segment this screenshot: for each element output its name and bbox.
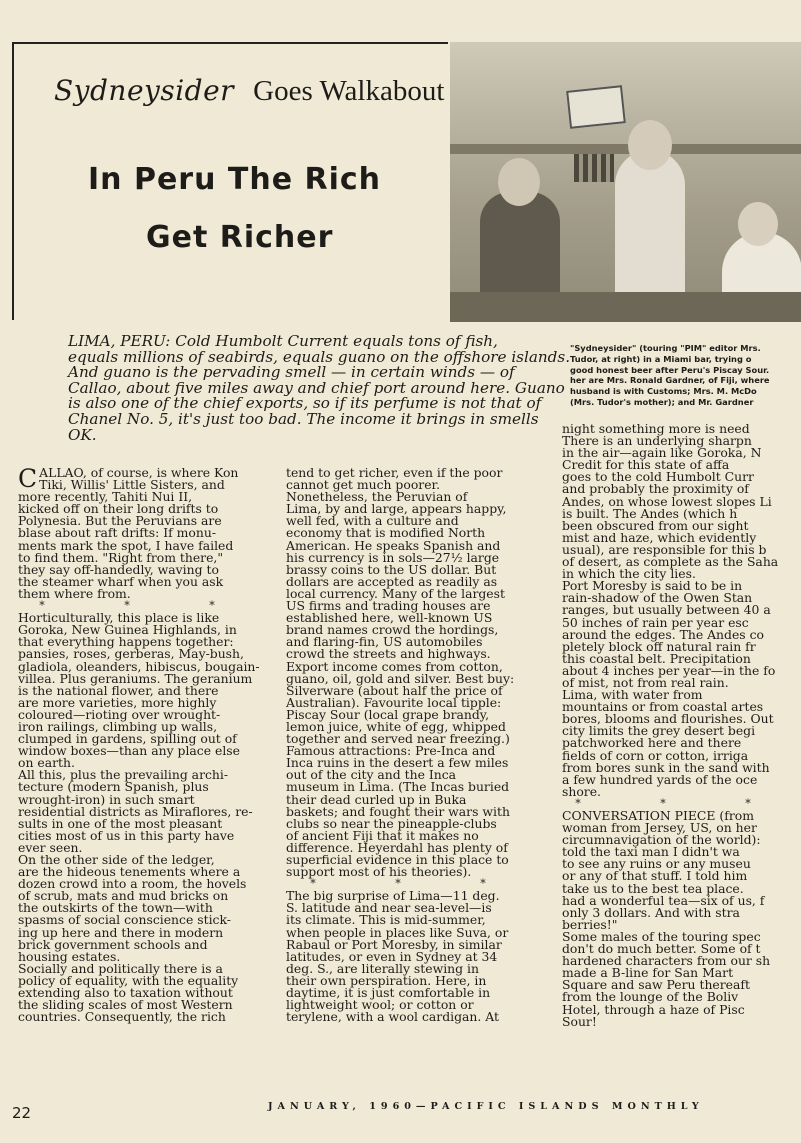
text-line: museum in Lima. (The Incas buried [286, 779, 510, 795]
text-line: ranges, but usually between 40 a [562, 602, 771, 618]
text-line: 50 inches of rain per year esc [562, 614, 749, 630]
text-line: Horticulturally, this place is like [18, 610, 220, 626]
text-line: blase about raft drifts: If monu- [18, 525, 217, 541]
text-line: cities most of us in this party have [18, 827, 235, 843]
text-line: * * * [310, 877, 524, 891]
text-line: deg. S., are literally stewing in [286, 960, 479, 976]
text-line: cannot get much poorer. [286, 477, 441, 493]
text-line: Some males of the touring spec [562, 928, 761, 944]
text-line: wrought-iron) in such smart [18, 791, 195, 807]
text-line: ing up here and there in modern [18, 924, 224, 940]
text-line: Export income comes from cotton, [286, 658, 503, 674]
text-line: countries. Consequently, the rich [18, 1009, 226, 1025]
text-line: around the edges. The Andes co [562, 626, 765, 642]
text-line: told the taxi man I didn't wa [562, 844, 740, 860]
text-line: crowd the streets and highways. [286, 646, 491, 662]
text-line: economy that is modified North [286, 525, 486, 541]
text-line: Hotel, through a haze of Pisc [562, 1001, 745, 1017]
text-line: more recently, Tahiti Nui II, [18, 489, 193, 505]
text-line: Lima, with water from [562, 687, 703, 703]
text-line: brand names crowd the hordings, [286, 622, 499, 638]
text-line: rain-shadow of the Owen Stan [562, 590, 753, 606]
text-line: when people in places like Suva, or [286, 924, 509, 940]
text-line: shore. [562, 783, 601, 799]
text-line: Piscay Sour (local grape brandy, [286, 706, 490, 722]
text-line: this coastal belt. Precipitation [562, 650, 751, 666]
text-line: difference. Heyerdahl has plenty of [286, 839, 508, 855]
text-line: policy of equality, with the equality [18, 972, 239, 988]
text-line: established here, well-known US [286, 610, 493, 626]
text-line: dollars are accepted as readily as [286, 573, 498, 589]
caption-line: good honest beer after Peru's Piscay Sour. [570, 364, 770, 375]
text-line: Square and saw Peru thereaft [562, 977, 750, 993]
text-line: The big surprise of Lima—11 deg. [286, 888, 500, 904]
text-line: pletely block off natural rain fr [562, 638, 756, 654]
text-line: from the lounge of the Boliv [562, 989, 739, 1005]
issue-line: JANUARY, 1960—PACIFIC ISLANDS MONTHLY [268, 1101, 704, 1112]
text-line: on earth. [18, 755, 75, 771]
text-line: villea. Plus geraniums. The geranium [18, 670, 253, 686]
text-line: berries!" [562, 916, 618, 932]
text-line: lemon juice, white of egg, whipped [286, 718, 506, 734]
lead-line: LIMA, PERU: Cold Humbolt Current equals tons of fish, [68, 332, 498, 350]
lead-paragraph [68, 332, 571, 444]
column-1 [18, 464, 274, 1025]
text-line: city limits the grey desert begi [562, 723, 756, 739]
text-line: Credit for this state of affa [562, 457, 730, 473]
text-line: superficial evidence in this place to [286, 852, 509, 867]
text-line: S. latitude and near sea-level—is [286, 900, 492, 916]
text-line: window boxes—than any place else [18, 743, 240, 759]
text-line: gladiola, oleanders, hibiscus, bougain- [18, 658, 260, 674]
lead-line: Callao, about five miles away and chief port around here. Guano [68, 378, 565, 397]
text-line: Silverware (about half the price of [286, 682, 503, 698]
text-line: been obscured from our sight [562, 517, 749, 533]
goes-walkabout: Goes Walkabout [253, 75, 445, 107]
text-line: its climate. This is mid-summer, [286, 912, 486, 928]
text-line: of ancient Fiji that it makes no [286, 827, 479, 843]
drop-cap: C [18, 464, 38, 493]
text-line: is built. The Andes (which h [562, 505, 738, 521]
text-line: support most of his theories). [286, 864, 472, 880]
lead-line: Chanel No. 5, it's just too bad. The income it brings in smells [68, 409, 539, 428]
text-line: and probably the proximity of [562, 481, 749, 497]
text-line: well fed, with a culture and [286, 513, 459, 529]
text-line: Tiki, Willis' Little Sisters, and [39, 477, 225, 493]
text-line: brassy coins to the US dollar. But [286, 561, 497, 577]
text-line: clumped in gardens, spilling out of [18, 731, 237, 747]
text-line: and flaring-fin, US automobiles [286, 634, 483, 650]
text-line: the sliding scales of most Western [18, 997, 233, 1013]
text-line: Port Moresby is said to be in [562, 578, 743, 594]
text-line: of mist, not from real rain. [562, 674, 729, 690]
text-line: American. He speaks Spanish and [286, 537, 501, 553]
text-line: in which the city lies. [562, 566, 696, 582]
text-line: night something more is need [562, 423, 750, 436]
text-line: a few hundred yards of the oce [562, 771, 758, 787]
headline-line-1: In Peru The Rich [88, 162, 382, 197]
page-number: 22 [12, 1104, 32, 1122]
text-line: pansies, roses, gerberas, May-bush, [18, 646, 244, 662]
text-line: kicked off on their long drifts to [18, 501, 219, 517]
text-line: mist and haze, which evidently [562, 529, 757, 545]
text-line: daytime, it is just comfortable in [286, 985, 491, 1001]
text-line: only 3 dollars. And with stra [562, 904, 740, 920]
text-line: On the other side of the ledger, [18, 852, 215, 867]
text-line: Sour! [562, 1013, 597, 1028]
bar-photograph [450, 42, 801, 322]
text-line: ALLAO, of course, is where Kon [39, 465, 239, 480]
lead-line: is also one of the chief exports, so if its perfume is not that of [68, 394, 542, 413]
lead-line: OK. [68, 425, 97, 444]
text-line: they say off-handedly, waving to [18, 561, 219, 577]
text-line: their own perspiration. Here, in [286, 972, 487, 988]
text-line: Lima, by and large, appears happy, [286, 501, 507, 517]
text-line: housing estates. [18, 948, 121, 964]
text-line: of desert, as complete as the Saha [562, 554, 779, 570]
text-line: woman from Jersey, US, on her [562, 820, 757, 836]
text-line: sults in one of the most pleasant [18, 815, 223, 831]
text-line: of scrub, mats and mud bricks on [18, 888, 229, 904]
text-line: the steamer wharf when you ask [18, 573, 224, 589]
text-line: dozen crowd into a room, the hovels [18, 876, 247, 892]
text-line: * * * [39, 599, 253, 613]
lead-line: And guano is the pervading smell — in certain winds — of [68, 363, 515, 382]
text-line: ever seen. [18, 839, 83, 855]
text-line: All this, plus the prevailing archi- [18, 767, 229, 783]
text-line: in the air—again like Goroka, N [562, 445, 762, 461]
text-line: Australian). Favourite local tipple: [286, 694, 502, 710]
text-line: US firms and trading houses are [286, 598, 491, 614]
text-line: usual), are responsible for this b [562, 541, 767, 557]
text-line: residential districts as Miraflores, re- [18, 803, 253, 819]
text-line: extending also to taxation without [18, 985, 233, 1001]
caption-line: (Mrs. Tudor's mother); and Mr. Gardner [570, 396, 754, 407]
text-line: their dead curled up in Buka [286, 791, 467, 807]
series-title [54, 74, 444, 108]
caption-line: husband is with Customs; Mrs. M. McDo [570, 386, 757, 397]
text-line: don't do much better. Some of t [562, 941, 761, 957]
text-line: them where from. [18, 585, 131, 601]
text-line: There is an underlying sharpn [562, 433, 752, 449]
text-line: CONVERSATION PIECE (from [562, 808, 754, 823]
text-line: guano, oil, gold and silver. Best buy: [286, 670, 515, 686]
text-line: Goroka, New Guinea Highlands, in [18, 622, 237, 638]
text-line: are more varieties, more highly [18, 694, 217, 710]
text-line: Rabaul or Port Moresby, in similar [286, 936, 502, 952]
text-line: coloured—rioting over wrought- [18, 706, 221, 722]
column-3 [562, 423, 801, 1028]
text-line: his currency is in sols—27½ large [286, 549, 500, 565]
text-line: Nonetheless, the Peruvian of [286, 489, 468, 505]
text-line: take us to the best tea place. [562, 880, 744, 896]
text-line: terylene, with a wool cardigan. At [286, 1009, 499, 1025]
text-line: ments mark the spot, I have failed [18, 537, 234, 553]
text-line: baskets; and fought their wars with [286, 803, 510, 819]
headline-line-2: Get Richer [146, 220, 334, 255]
text-line: iron railings, climbing up walls, [18, 718, 218, 734]
text-line: mountains or from coastal artes [562, 699, 764, 715]
text-line: about 4 inches per year—in the fo [562, 662, 776, 678]
text-line: or any of that stuff. I told him [562, 868, 748, 884]
text-line: together and served near freezing.) [286, 731, 510, 747]
text-line: hardened characters from our sh [562, 953, 771, 969]
photo-caption [570, 343, 801, 408]
text-line: spasms of social conscience stick- [18, 912, 231, 928]
caption-line: "Sydneysider" (touring "PIM" editor Mrs. [570, 343, 761, 353]
caption-line: her are Mrs. Ronald Gardner, of Fiji, where [570, 375, 770, 386]
text-line: latitudes, or even in Sydney at 34 [286, 948, 498, 964]
text-line: Andes, on whose lowest slopes Li [562, 493, 772, 509]
caption-line: Tudor, at right) in a Miami bar, trying o [570, 353, 752, 364]
text-line: Famous attractions: Pre-Inca and [286, 743, 496, 759]
text-line: bores, blooms and flourishes. Out [562, 711, 774, 727]
text-line: out of the city and the Inca [286, 767, 457, 783]
text-line: that everything happens together: [18, 634, 234, 650]
text-line: the outskirts of the town—with [18, 900, 213, 916]
text-line: local currency. Many of the largest [286, 585, 505, 601]
text-line: to find them. "Right from there," [18, 549, 224, 565]
column-2 [286, 467, 548, 1023]
text-line: fields of corn or cotton, irriga [562, 747, 749, 763]
text-line: to see any ruins or any museu [562, 856, 751, 872]
text-line: circumnavigation of the world): [562, 832, 761, 848]
lead-line: equals millions of seabirds, equals guano on the offshore islands. [68, 347, 571, 366]
text-line: is the national flower, and there [18, 682, 219, 698]
text-line: had a wonderful tea—six of us, f [562, 892, 765, 908]
text-line: are the hideous tenements where a [18, 864, 241, 880]
text-line: from bores sunk in the sand with [562, 759, 770, 775]
text-line: tend to get richer, even if the poor [286, 465, 503, 480]
text-line: lightweight wool; or cotton or [286, 997, 474, 1013]
text-line: Polynesia. But the Peruvians are [18, 513, 222, 529]
text-line: brick government schools and [18, 936, 208, 952]
text-line: clubs so near the pineapple-clubs [286, 815, 497, 831]
text-line: Inca ruins in the desert a few miles [286, 755, 509, 771]
text-line: * * * [575, 796, 789, 810]
script-title: Sydneysider [54, 74, 235, 107]
text-line: made a B-line for San Mart [562, 965, 734, 981]
text-line: goes to the cold Humbolt Curr [562, 469, 754, 485]
text-line: patchworked here and there [562, 735, 742, 751]
text-line: tecture (modern Spanish, plus [18, 779, 209, 795]
text-line: Socially and politically there is a [18, 960, 223, 976]
